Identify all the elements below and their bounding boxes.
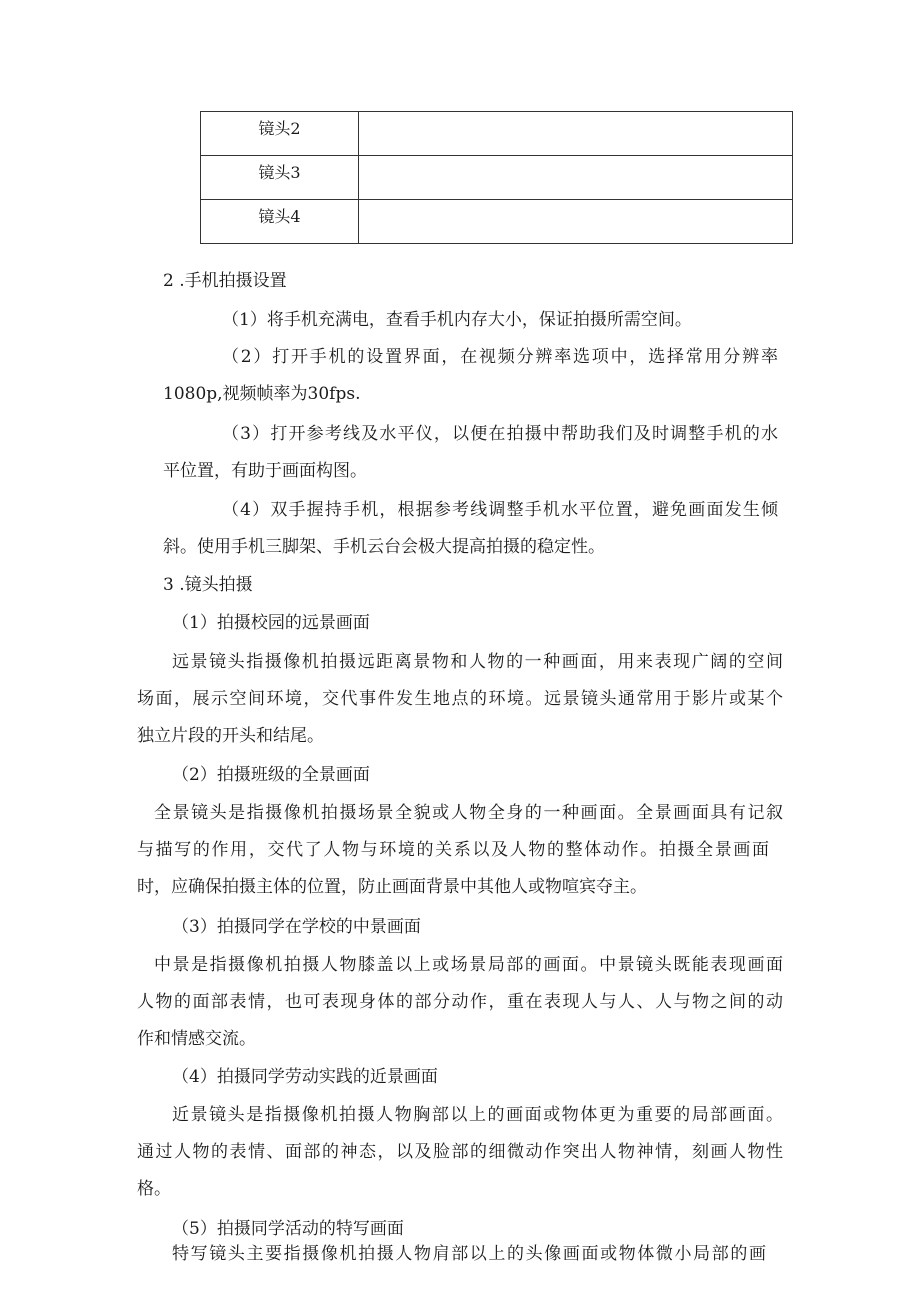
paragraph-line: 全景镜头是指摄像机拍摄场景全貌或人物全身的一种画面。全景画面具有记叙 bbox=[154, 803, 783, 823]
table-row bbox=[201, 112, 793, 156]
paragraph-line: 与描写的作用，交代了人物与环境的关系以及人物的整体动作。拍摄全景画面 bbox=[137, 840, 769, 860]
paragraph-line: （1）将手机充满电，查看手机内存大小，保证拍摄所需空间。 bbox=[222, 310, 692, 330]
subsection-title: （1）拍摄校园的远景画面 bbox=[172, 613, 370, 633]
shot-table bbox=[200, 111, 793, 244]
paragraph-line: 场面，展示空间环境，交代事件发生地点的环境。远景镜头通常用于影片或某个 bbox=[137, 689, 783, 709]
table-row bbox=[201, 200, 793, 244]
section-heading-3: 3 .镜头拍摄 bbox=[163, 575, 253, 595]
subsection-title: （5）拍摄同学活动的特写画面 bbox=[172, 1219, 404, 1239]
shot-label: 镜头3 bbox=[201, 156, 359, 200]
paragraph-line: 时，应确保拍摄主体的位置，防止画面背景中其他人或物喧宾夺主。 bbox=[137, 877, 647, 897]
paragraph-line: 人物的面部表情，也可表现身体的部分动作，重在表现人与人、人与物之间的动 bbox=[137, 992, 783, 1012]
paragraph-line: （4）双手握持手机，根据参考线调整手机水平位置，避免画面发生倾 bbox=[222, 500, 778, 520]
paragraph-line: （3）打开参考线及水平仪，以便在拍摄中帮助我们及时调整手机的水 bbox=[222, 424, 778, 444]
table-row bbox=[201, 156, 793, 200]
paragraph-line: 斜。使用手机三脚架、手机云台会极大提高拍摄的稳定性。 bbox=[163, 537, 605, 557]
subsection-title: （2）拍摄班级的全景画面 bbox=[172, 765, 370, 785]
paragraph-line: （2）打开手机的设置界面，在视频分辨率选项中，选择常用分辨率 bbox=[222, 347, 778, 367]
shot-label: 镜头2 bbox=[201, 112, 359, 156]
paragraph-line: 平位置，有助于画面构图。 bbox=[163, 461, 367, 481]
paragraph-line: 中景是指摄像机拍摄人物膝盖以上或场景局部的画面。中景镜头既能表现画面 bbox=[154, 955, 783, 975]
paragraph-line: 1080p,视频帧率为30fps. bbox=[163, 384, 361, 404]
paragraph-line: 特写镜头主要指摄像机拍摄人物肩部以上的头像画面或物体微小局部的画 bbox=[172, 1244, 766, 1264]
paragraph-line: 近景镜头是指摄像机拍摄人物胸部以上的画面或物体更为重要的局部画面。 bbox=[172, 1105, 783, 1125]
paragraph-line: 通过人物的表情、面部的神态，以及脸部的细微动作突出人物神情，刻画人物性 bbox=[137, 1142, 783, 1162]
paragraph-line: 远景镜头指摄像机拍摄远距离景物和人物的一种画面，用来表现广阔的空间 bbox=[172, 652, 783, 672]
paragraph-line: 独立片段的开头和结尾。 bbox=[137, 726, 324, 746]
paragraph-line: 作和情感交流。 bbox=[137, 1029, 256, 1049]
section-heading-2: 2 .手机拍摄设置 bbox=[163, 271, 287, 291]
shot-content bbox=[359, 156, 793, 200]
subsection-title: （4）拍摄同学劳动实践的近景画面 bbox=[172, 1067, 438, 1087]
shot-label: 镜头4 bbox=[201, 200, 359, 244]
paragraph-line: 格。 bbox=[137, 1179, 171, 1199]
subsection-title: （3）拍摄同学在学校的中景画面 bbox=[172, 917, 421, 937]
shot-content bbox=[359, 200, 793, 244]
shot-content bbox=[359, 112, 793, 156]
